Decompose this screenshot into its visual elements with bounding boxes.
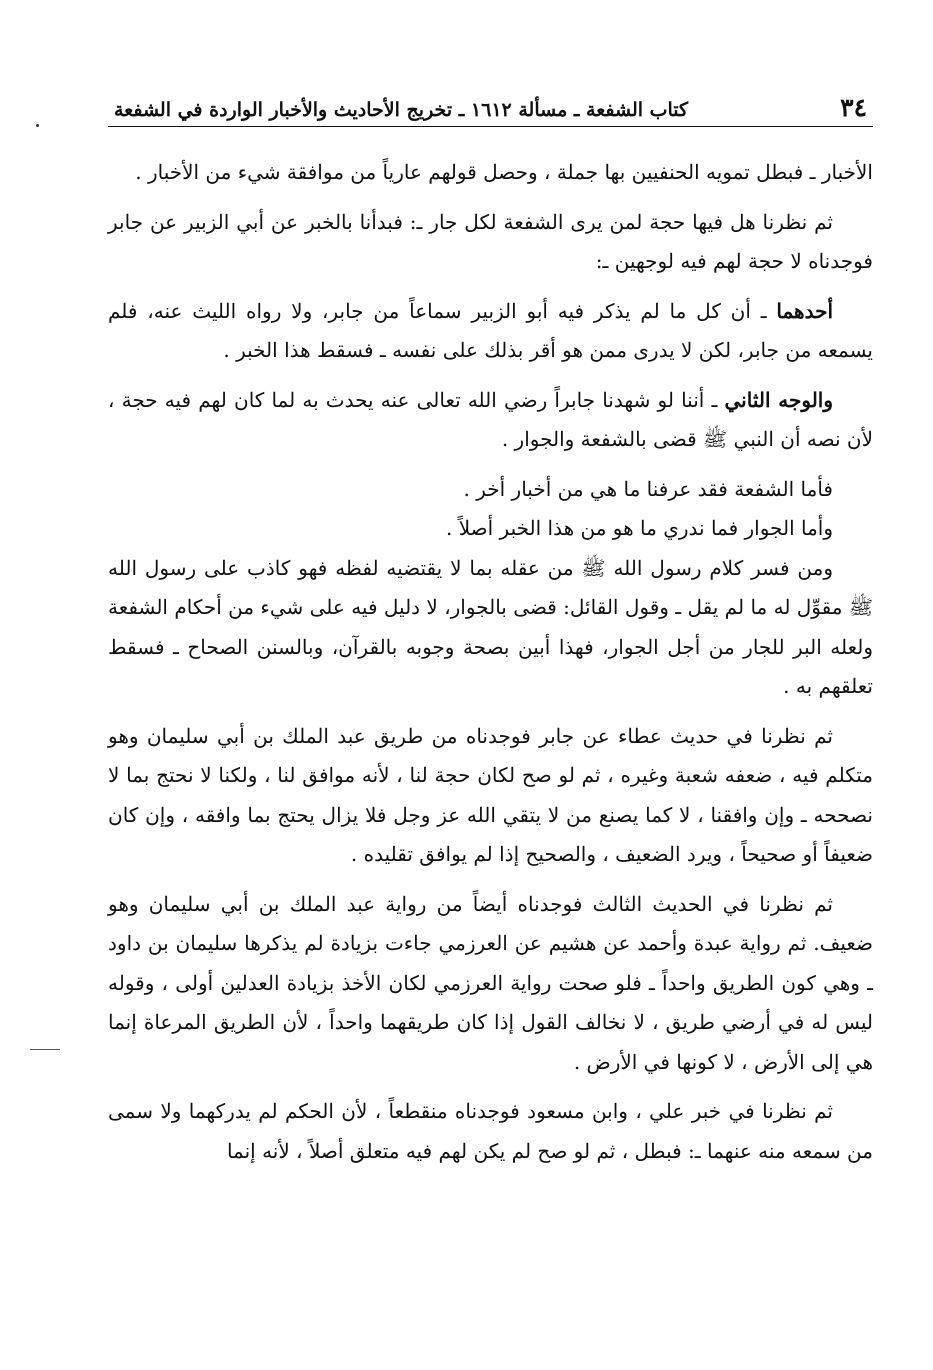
paragraph-text: الأخبار ـ فبطل تمويه الحنفيين بها جملة ، وحصل قولهم عارياً من موافقة شيء من الأخبار .: [135, 160, 873, 184]
paragraph-text: وأما الجوار فما ندري ما هو من هذا الخبر أصلاً .: [446, 516, 833, 540]
paragraph-text: ثم نظرنا في خبر علي ، وابن مسعود فوجدناه منقطعاً ، لأن الحكم لم يدركهما ولا سمى من سمعه منه عنهما ـ: فبطل ، ثم لو صح لم يكن لهم فيه متعلق أصلاً ، لأنه إنما: [108, 1099, 873, 1163]
paragraph-text: ـ أننا لو شهدنا جابراً رضي الله تعالى عنه يحدث به لما كان لهم فيه حجة ، لأن نصه أن النبي ﷺ قضى بالشفعة والجوار .: [108, 387, 873, 451]
book-page: [108, 80, 873, 1355]
paragraph: [108, 1092, 873, 1171]
scan-speck: [36, 124, 39, 127]
paragraph-text: ـ أن كل ما لم يذكر فيه أبو الزبير سماعاً من جابر، ولا رواه الليث عنه، فلم يسمعه من جابر، لكن لا يدرى ممن هو أقر بذلك على نفسه ـ فسقط هذا الخبر .: [108, 298, 873, 362]
paragraph: [108, 292, 873, 371]
paragraph-text: ثم نظرنا في الحديث الثالث فوجدناه أيضاً من رواية عبد الملك بن أبي سليمان وهو ضعيف. ثم رواية عبدة وأحمد عن هشيم عن العرزمي جاءت بزيادة لم يذكرها سليمان بن داود ـ وهي كون الطريق واحداً ـ فلو صحت رواية العرزمي لكان الأخذ بزيادة العدلين أولى ، وقوله ليس له في أرضي طريق ، لا نخالف القول إذا كان طريقهما واحداً ، لأن الطريق المرعاة إنما هي إلى الأرض ، لا كونها في الأرض .: [108, 891, 873, 1074]
paragraph: [108, 509, 873, 549]
paragraph: [108, 470, 873, 510]
paragraph: [108, 203, 873, 282]
paragraph: [108, 381, 873, 460]
paragraph-lead: أحدهما: [776, 298, 833, 323]
paragraph-lead: والوجه الثاني: [724, 387, 834, 412]
scan-smudge: [30, 1049, 60, 1050]
paragraph: [108, 717, 873, 875]
page-header: [108, 80, 873, 127]
paragraph: [108, 885, 873, 1083]
page-number: ٣٤: [840, 93, 867, 122]
paragraph: [108, 153, 873, 193]
paragraph-text: ثم نظرنا في حديث عطاء عن جابر فوجدناه من طريق عبد الملك بن أبي سليمان وهو متكلم فيه ، ضعفه شعبة وغيره ، ثم لو صح لكان حجة لنا ، لأنه موافق لنا ، ولكنا لا نحتج بما لا نصححه ـ وإن وافقنا ، لا كما يصنع من لا يتقي الله عز وجل فلا يزال يحتج بما وافقه ، وإن كان ضعيفاً أو صحيحاً ، ويرد الضعيف ، والصحيح إذا لم يوافق تقليده .: [108, 723, 873, 866]
page-body: [108, 127, 873, 1171]
paragraph-text: ومن فسر كلام رسول الله ﷺ من عقله بما لا يقتضيه لفظه فهو كاذب على رسول الله ﷺ مقوِّل له ما لم يقل ـ وقول القائل: قضى بالجوار، لا دليل فيه على شيء من أحكام الشفعة ولعله البر للجار من أجل الجوار، فهذا أبين بصحة وجوبه بالقرآن، وبالسنن الصحاح ـ فسقط تعلقهم به .: [108, 555, 873, 698]
running-title: كتاب الشفعة ـ مسألة ١٦١٢ ـ تخريج الأحاديث والأخبار الواردة في الشفعة: [114, 99, 689, 121]
paragraph: [108, 549, 873, 707]
paragraph-text: فأما الشفعة فقد عرفنا ما هي من أخبار أخر .: [463, 476, 833, 501]
paragraph-text: ثم نظرنا هل فيها حجة لمن يرى الشفعة لكل جار ـ: فبدأنا بالخبر عن أبي الزبير عن جابر فوجدناه لا حجة لهم فيه لوجهين ـ:: [108, 209, 873, 273]
